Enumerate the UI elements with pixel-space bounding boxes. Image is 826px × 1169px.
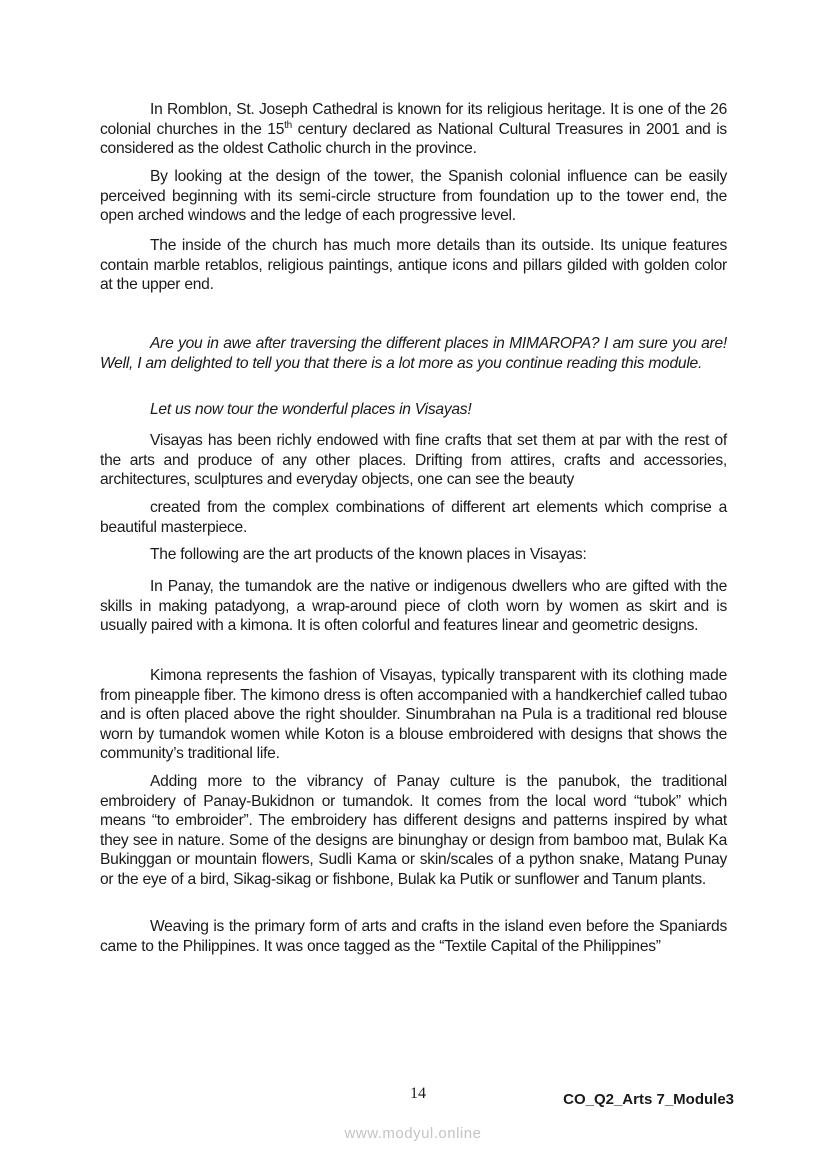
paragraph-visayas-crafts: Visayas has been richly endowed with fine crafts that set them at par with the rest of the arts and produce of any other places. Drifting from attires, crafts and accessories, architectures, sculptures and everyday objects, one can see the beauty: [100, 432, 727, 488]
module-code: CO_Q2_Arts 7_Module3: [563, 1091, 734, 1108]
paragraph-romblon-cathedral: [100, 100, 727, 159]
paragraph-mimaropa-transition: Are you in awe after traversing the different places in MIMAROPA? I am sure you are! Well, I am delighted to tell you that there is a lot more as you continue reading this module.: [100, 335, 727, 372]
paragraph-art-products-intro: The following are the art products of the known places in Visayas:: [150, 546, 587, 563]
text: century declared as National Cultural Treasures in 2001 and is considered as the oldest Catholic church in the province.: [100, 120, 727, 157]
paragraph-weaving: Weaving is the primary form of arts and crafts in the island even before the Spaniards came to the Philippines. It was once tagged as the “Textile Capital of the Philippines”: [100, 918, 727, 955]
superscript: th: [284, 119, 292, 131]
paragraph-church-inside: The inside of the church has much more details than its outside. Its unique features contain marble retablos, religious paintings, antique icons and pillars gilded with golden color at the upper end.: [100, 237, 727, 293]
paragraph-visayas-intro: Let us now tour the wonderful places in Visayas!: [150, 401, 472, 418]
page-number: 14: [410, 1085, 426, 1102]
paragraph-crafts-continued: created from the complex combinations of different art elements which comprise a beautiful masterpiece.: [100, 499, 727, 536]
paragraph-panay-patadyong: In Panay, the tumandok are the native or indigenous dwellers who are gifted with the skills in making patadyong, a wrap-around piece of cloth worn by women as skirt and is usually paired with a kimona. It is often colorful and features linear and geometric designs.: [100, 578, 727, 634]
paragraph-tower-design: By looking at the design of the tower, the Spanish colonial influence can be easily perceived beginning with its semi-circle structure from foundation up to the tower end, the open arched windows and the ledge of each progressive level.: [100, 168, 727, 224]
watermark: www.modyul.online: [344, 1125, 482, 1142]
paragraph-panubok: Adding more to the vibrancy of Panay culture is the panubok, the traditional embroidery of Panay-Bukidnon or tumandok. It comes from the local word “tubok” which means “to embroider”. The embroidery has different designs and patterns inspired by what they see in nature. Some of the designs are binunghay or design from bamboo mat, Bulak Ka Bukinggan or mountain flowers, Sudli Kama or skin/scales of a python snake, Matang Punay or the eye of a bird, Sikag-sikag or fishbone, Bulak ka Putik or sunflower and Tanum plants.: [100, 773, 727, 888]
text: In Romblon, St. Joseph Cathedral is known for its religious heritage. It is one of the 26 colonial churches in the 15: [100, 101, 727, 138]
paragraph-kimona: Kimona represents the fashion of Visayas, typically transparent with its clothing made from pineapple fiber. The kimono dress is often accompanied with a handkerchief called tubao and is often placed above the right shoulder. Sinumbrahan na Pula is a traditional red blouse worn by tumandok women while Koton is a blouse embroidered with designs that shows the community’s traditional life.: [100, 667, 727, 762]
